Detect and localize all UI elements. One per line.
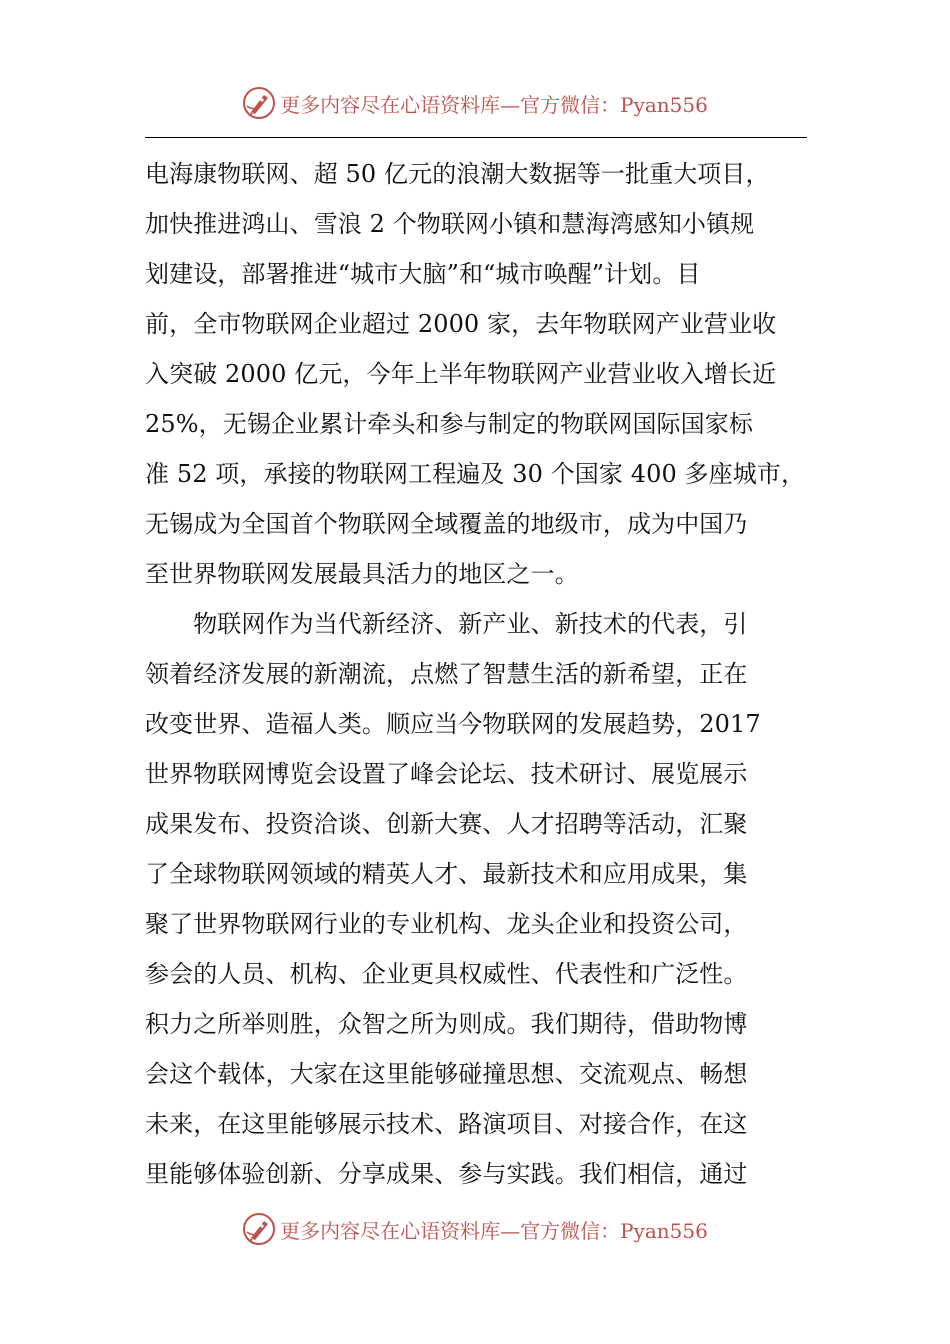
footer-banner-text: 更多内容尽在心语资料库—官方微信：Pyan556 (280, 1218, 708, 1243)
text-line: 世界物联网博览会设置了峰会论坛、技术研讨、展览展示 (145, 760, 748, 788)
header-rule (145, 137, 807, 138)
text-line: 领着经济发展的新潮流，点燃了智慧生活的新希望，正在 (145, 660, 748, 688)
text-line: 聚了世界物联网行业的专业机构、龙头企业和投资公司， (145, 910, 748, 938)
text-line: 未来，在这里能够展示技术、路演项目、对接合作，在这 (145, 1110, 748, 1138)
text-line: 前，全市物联网企业超过 2000 家，去年物联网产业营业收 (145, 310, 777, 338)
text-line: 里能够体验创新、分享成果、参与实践。我们相信，通过 (145, 1160, 748, 1188)
text-line: 加快推进鸿山、雪浪 2 个物联网小镇和慧海湾感知小镇规 (145, 210, 755, 238)
text-line: 准 52 项，承接的物联网工程遍及 30 个国家 400 多座城市， (145, 460, 806, 488)
text-line: 电海康物联网、超 50 亿元的浪潮大数据等一批重大项目， (145, 160, 770, 188)
header-banner (0, 83, 950, 123)
header-banner-text: 更多内容尽在心语资料库—官方微信：Pyan556 (280, 92, 708, 117)
text-line: 了全球物联网领域的精英人才、最新技术和应用成果，集 (145, 860, 748, 888)
text-line: 25%，无锡企业累计牵头和参与制定的物联网国际国家标 (145, 410, 753, 438)
text-line: 积力之所举则胜，众智之所为则成。我们期待，借助物博 (145, 1010, 748, 1038)
text-line: 参会的人员、机构、企业更具权威性、代表性和广泛性。 (145, 960, 748, 988)
pen-nib-logo-icon (242, 86, 276, 120)
text-line: 物联网作为当代新经济、新产业、新技术的代表，引 (145, 610, 748, 638)
text-line: 至世界物联网发展最具活力的地区之一。 (145, 560, 579, 588)
pen-nib-logo-icon (242, 1212, 276, 1246)
footer-banner (0, 1209, 950, 1249)
text-line: 无锡成为全国首个物联网全域覆盖的地级市，成为中国乃 (145, 510, 748, 538)
text-line: 会这个载体，大家在这里能够碰撞思想、交流观点、畅想 (145, 1060, 748, 1088)
text-line: 划建设，部署推进“城市大脑”和“城市唤醒”计划。目 (145, 260, 701, 288)
text-line: 成果发布、投资洽谈、创新大赛、人才招聘等活动，汇聚 (145, 810, 748, 838)
text-line: 改变世界、造福人类。顺应当今物联网的发展趋势，2017 (145, 710, 761, 738)
document-body (145, 149, 807, 1199)
text-line: 入突破 2000 亿元，今年上半年物联网产业营业收入增长近 (145, 360, 777, 388)
